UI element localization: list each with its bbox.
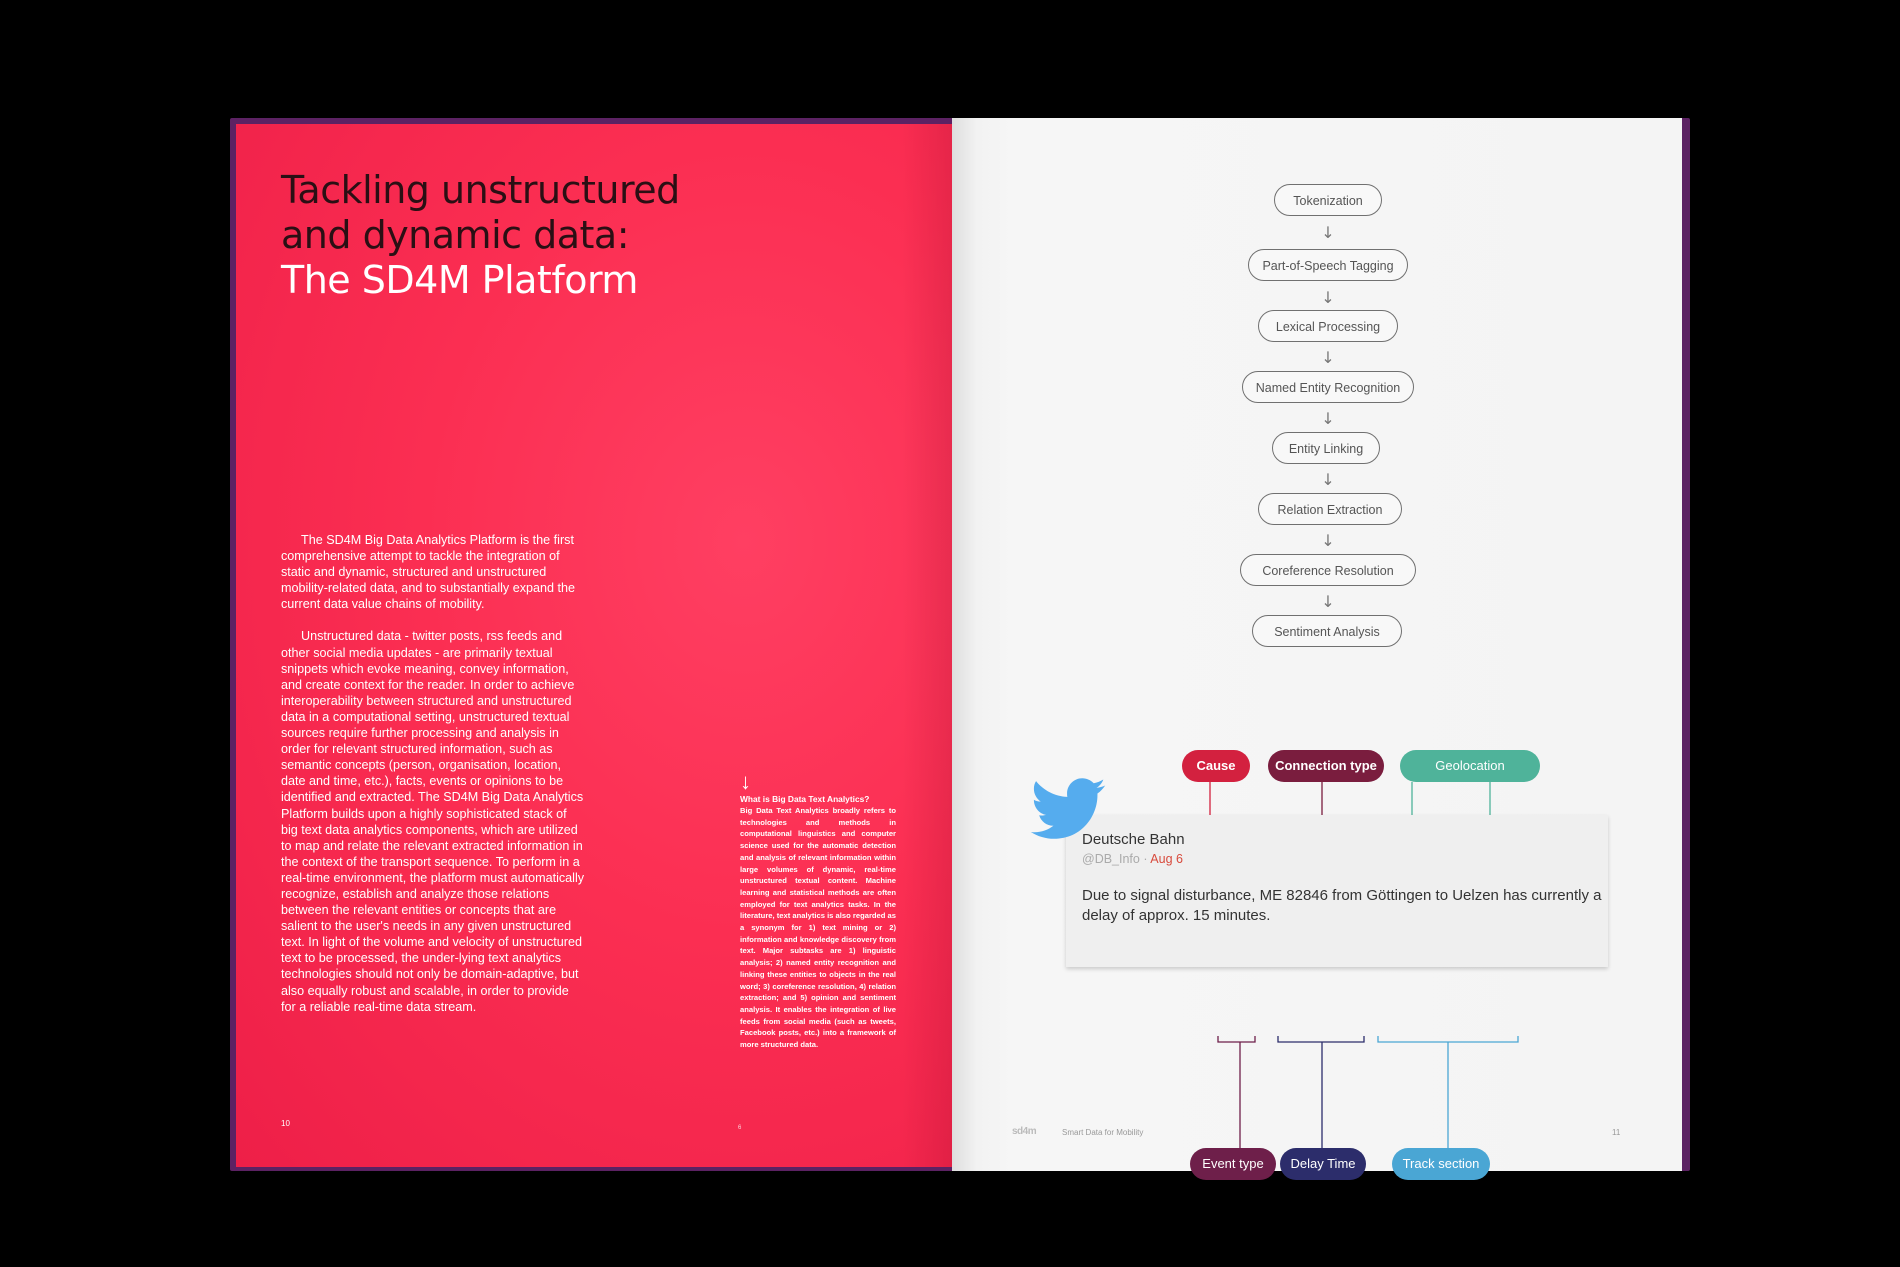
tweet-date: Aug 6 xyxy=(1150,852,1183,866)
body-text xyxy=(281,532,586,1031)
sidebar-note xyxy=(740,769,896,1051)
magazine-spread xyxy=(230,118,1690,1171)
sidebar-body: Big Data Text Analytics broadly refers to technologies and methods in computational linguistics and computer science used for the automatic detection and analysis of relevant information within large volumes of dynamic, real-time unstructured textual content. Machine learning and statistical methods are often employed for text analytics tasks. In the literature, text analytics is also regarded as a synonym for 1) text mining or 2) information and knowledge discovery from text. Major subtasks are 1) linguistic analysis; 2) named entity recognition and linking these entities to objects in the real word; 3) coreference resolution, 4) relation extraction; and 5) opinion and sentiment analysis. It enables the integration of live feeds from social media (such as tweets, Facebook posts, etc.) into a framework of more structured data. xyxy=(740,806,896,1050)
sidebar-heading: What is Big Data Text Analytics? xyxy=(740,794,870,804)
flow-step-coreference: Coreference Resolution xyxy=(1240,554,1416,586)
flow-step-pos-tagging: Part-of-Speech Tagging xyxy=(1248,249,1408,281)
page-number-left: 10 xyxy=(281,1119,290,1128)
arrow-down-icon: ↓ xyxy=(1321,288,1335,307)
arrow-down-icon: ↓ xyxy=(1321,223,1335,242)
flow-step-ner: Named Entity Recognition xyxy=(1242,371,1414,403)
footer-logo: sd4m xyxy=(1012,1126,1037,1137)
title-line-1: Tackling unstructured xyxy=(281,168,680,212)
right-page xyxy=(952,118,1682,1171)
title-line-2: and dynamic data: xyxy=(281,213,629,257)
tag-cause: Cause xyxy=(1182,750,1250,782)
page-title xyxy=(281,168,761,303)
flow-step-lexical-processing: Lexical Processing xyxy=(1258,310,1398,342)
page-number-right: 11 xyxy=(1612,1128,1621,1137)
tweet-handle-text: @DB_Info · xyxy=(1082,852,1151,866)
flow-step-relation-extraction: Relation Extraction xyxy=(1258,493,1402,525)
tweet-author: Deutsche Bahn xyxy=(1082,831,1185,848)
annotation-connectors xyxy=(952,118,1682,1171)
arrow-down-icon: ↓ xyxy=(1321,348,1335,367)
tweet-text: Due to signal disturbance, ME 82846 from Göttingen to Uelzen has currently a delay of approx. 15 minutes. xyxy=(1082,887,1602,924)
arrow-down-icon: ↓ xyxy=(1321,409,1335,428)
tag-track-section: Track section xyxy=(1392,1148,1490,1180)
left-page xyxy=(236,124,962,1167)
tag-geolocation: Geolocation xyxy=(1400,750,1540,782)
title-line-3: The SD4M Platform xyxy=(281,258,638,302)
arrow-down-icon: ↓ xyxy=(1321,470,1335,489)
footer-text: Smart Data for Mobility xyxy=(1062,1128,1144,1137)
tag-event-type: Event type xyxy=(1190,1148,1276,1180)
arrow-down-icon: ↓ xyxy=(1321,592,1335,611)
flow-step-entity-linking: Entity Linking xyxy=(1272,432,1380,464)
tweet-handle xyxy=(1082,852,1183,866)
flow-step-tokenization: Tokenization xyxy=(1274,184,1382,216)
arrow-down-icon: ↓ xyxy=(1321,531,1335,550)
bracket-delay-time xyxy=(1278,1036,1364,1042)
body-paragraph-1: The SD4M Big Data Analytics Platform is the first comprehensive attempt to tackle the integration of static and dynamic, structured and unstructured mobility-related data, and to substantially expand the current data value chains of mobility. xyxy=(281,533,576,612)
tag-delay-time: Delay Time xyxy=(1280,1148,1366,1180)
arrow-down-icon: ↓ xyxy=(740,769,751,794)
bracket-track-section xyxy=(1378,1036,1518,1042)
tag-connection-type: Connection type xyxy=(1268,750,1384,782)
bracket-event-type xyxy=(1218,1036,1255,1042)
body-paragraph-2: Unstructured data - twitter posts, rss feeds and other social media updates - are primarily textual snippets which evoke meaning, convey information, and create context for the reader. In order to achieve interoperability between structured and unstructured data in a computational setting, unstructured textual sources require further processing and analysis in order for relevant structured information, such as semantic concepts (person, organisation, location, date and time, etc.), facts, events or opinions to be identified and extracted. The SD4M Big Data Analytics Platform builds upon a highly sophisticated stack of big text data analytics components, which are utilized to map and relate the relevant extracted information in the context of the transport sequence. To perform in a real-time environment, the platform must automatically recognize, establish and analyze those relations between the relevant entities or concepts that are salient to the user's needs in any given unstructured text. In light of the volume and velocity of unstructured text to be processed, the under-lying text analytics technologies should not only be domain-adaptive, but also equally robust and scalable, in order to provide for a reliable real-time data stream. xyxy=(281,629,585,1014)
flow-step-sentiment: Sentiment Analysis xyxy=(1252,615,1402,647)
small-mark: 6 xyxy=(738,1125,742,1131)
